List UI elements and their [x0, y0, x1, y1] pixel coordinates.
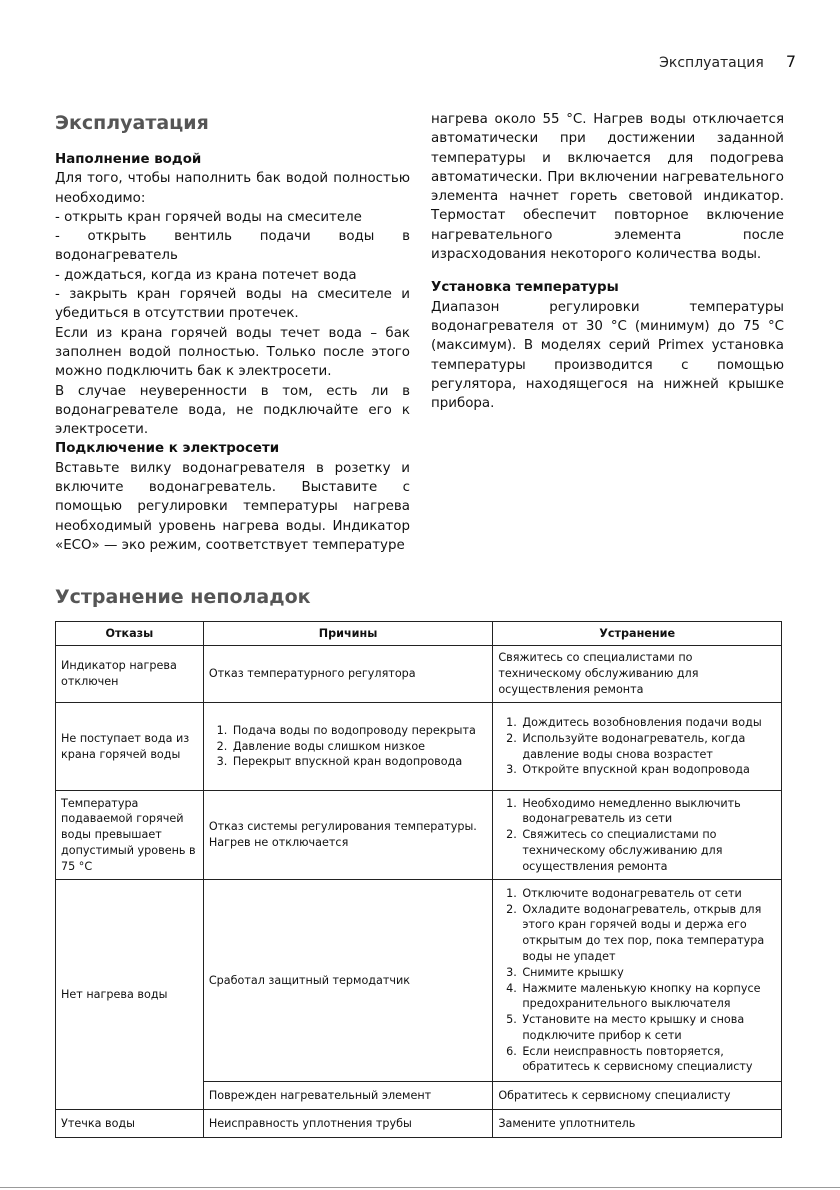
fill-step-4: - закрыть кран горячей воды на смесителе и убедиться в отсутствии протечек.: [55, 287, 410, 322]
cause-cell: Неисправность уплотнения трубы: [203, 1110, 493, 1138]
list-item: 2. Свяжитесь со специалистами по техническому обслуживанию для осуществления ремонта: [520, 827, 776, 874]
list-item: 1. Отключите водонагреватель от сети: [520, 886, 776, 902]
temp-text: Диапазон регулировки температуры водонагревателя от 30 °C (минимум) до 75 °C (максимум). В моделях серий Primex установка температуры производится с помощью регулятора, находящегося на нижней крышке прибора.: [431, 299, 784, 412]
list-item: 3. Перекрыт впускной кран водопровода: [231, 754, 488, 770]
fix-cell: [493, 791, 782, 880]
power-text: Вставьте вилку водонагревателя в розетку и включите водонагреватель. Выставите с помощью регулировки температуры нагрева необходимый уровень нагрева воды. Индикатор «ECO» — эко режим, соответствует температуре: [55, 460, 410, 553]
table-row: [56, 646, 782, 703]
fill-step-3: - дождаться, когда из крана потечет вода: [55, 267, 357, 283]
fault-cell: Температура подаваемой горячей воды превышает допустимый уровень в 75 °C: [56, 791, 204, 880]
fill-note-2: В случае неуверенности в том, есть ли в водонагревателе вода, не подключайте его к электросети.: [55, 383, 410, 438]
fault-cell: Индикатор нагрева отключен: [56, 646, 204, 703]
fill-intro: Для того, чтобы наполнить бак водой полностью необходимо:: [55, 171, 410, 206]
list-item: 5. Установите на место крышку и снова подключите прибор к сети: [520, 1012, 776, 1044]
right-column: [431, 110, 784, 413]
list-item: 3. Снимите крышку: [520, 965, 776, 981]
fault-cell: Утечка воды: [56, 1110, 204, 1138]
cause-cell: Поврежден нагревательный элемент: [203, 1082, 493, 1110]
heating-text: нагрева около 55 °C. Нагрев воды отключается автоматически при достижении заданной температуры и включается для подогрева автоматически. При включении нагревательного элемента начнет гореть световой индикатор. Термостат обеспечит повторное включение нагревательного элемента после израсходования некоторого количества воды.: [431, 112, 784, 263]
header-faults: Отказы: [56, 622, 204, 646]
table-row: [56, 791, 782, 880]
list-item: 1. Необходимо немедленно выключить водонагреватель из сети: [520, 796, 776, 828]
list-item: 6. Если неисправность повторяется, обратитесь к сервисному специалисту: [520, 1044, 776, 1076]
table-header-row: [56, 622, 782, 646]
fix-cell: Замените уплотнитель: [493, 1110, 782, 1138]
cause-cell: Сработал защитный термодатчик: [203, 880, 493, 1082]
fill-step-2: - открыть вентиль подачи воды в водонагреватель: [55, 229, 410, 264]
fill-title: Наполнение водой: [55, 152, 202, 167]
troubleshooting-title: Устранение неполадок: [55, 586, 311, 608]
list-item: 2. Давление воды слишком низкое: [231, 739, 488, 755]
header-causes: Причины: [203, 622, 493, 646]
fault-cell: Не поступает вода из крана горячей воды: [56, 703, 204, 791]
section-title: Эксплуатация: [55, 112, 209, 134]
fix-cell: Свяжитесь со специалистами по техническому обслуживанию для осуществления ремонта: [493, 646, 782, 703]
cause-cell: [203, 703, 493, 791]
list-item: 2. Используйте водонагреватель, когда давление воды снова возрастет: [520, 731, 776, 763]
left-column: [55, 110, 410, 555]
cause-cell: Отказ системы регулирования температуры. Нагрев не отключается: [203, 791, 493, 880]
power-title: Подключение к электросети: [55, 441, 280, 457]
fix-cell: [493, 703, 782, 791]
fill-note-1: Если из крана горячей воды течет вода – бак заполнен водой полностью. Только после этого можно подключить бак к электросети.: [55, 325, 410, 380]
page-header: [659, 52, 796, 71]
table-row: [56, 703, 782, 791]
fix-cell: [493, 880, 782, 1082]
list-item: 1. Дождитесь возобновления подачи воды: [520, 715, 776, 731]
list-item: 2. Охладите водонагреватель, открыв для этого кран горячей воды и держа его открытым до тех пор, пока температура воды не упадет: [520, 902, 776, 965]
list-item: 1. Подача воды по водопроводу перекрыта: [231, 723, 488, 739]
fill-step-1: - открыть кран горячей воды на смесителе: [55, 209, 362, 225]
table-row: [56, 1110, 782, 1138]
footer-divider: [0, 1187, 840, 1188]
page-number: 7: [785, 52, 796, 71]
header-fixes: Устранение: [493, 622, 782, 646]
table-row: [56, 880, 782, 1082]
header-section: Эксплуатация: [659, 55, 764, 71]
temp-title: Установка температуры: [431, 280, 619, 296]
fix-cell: Обратитесь к сервисному специалисту: [493, 1082, 782, 1110]
list-item: 3. Откройте впускной кран водопровода: [520, 762, 776, 778]
list-item: 4. Нажмите маленькую кнопку на корпусе предохранительного выключателя: [520, 981, 776, 1013]
fault-cell: Нет нагрева воды: [56, 880, 204, 1110]
cause-cell: Отказ температурного регулятора: [203, 646, 493, 703]
troubleshooting-table: [55, 621, 782, 1138]
